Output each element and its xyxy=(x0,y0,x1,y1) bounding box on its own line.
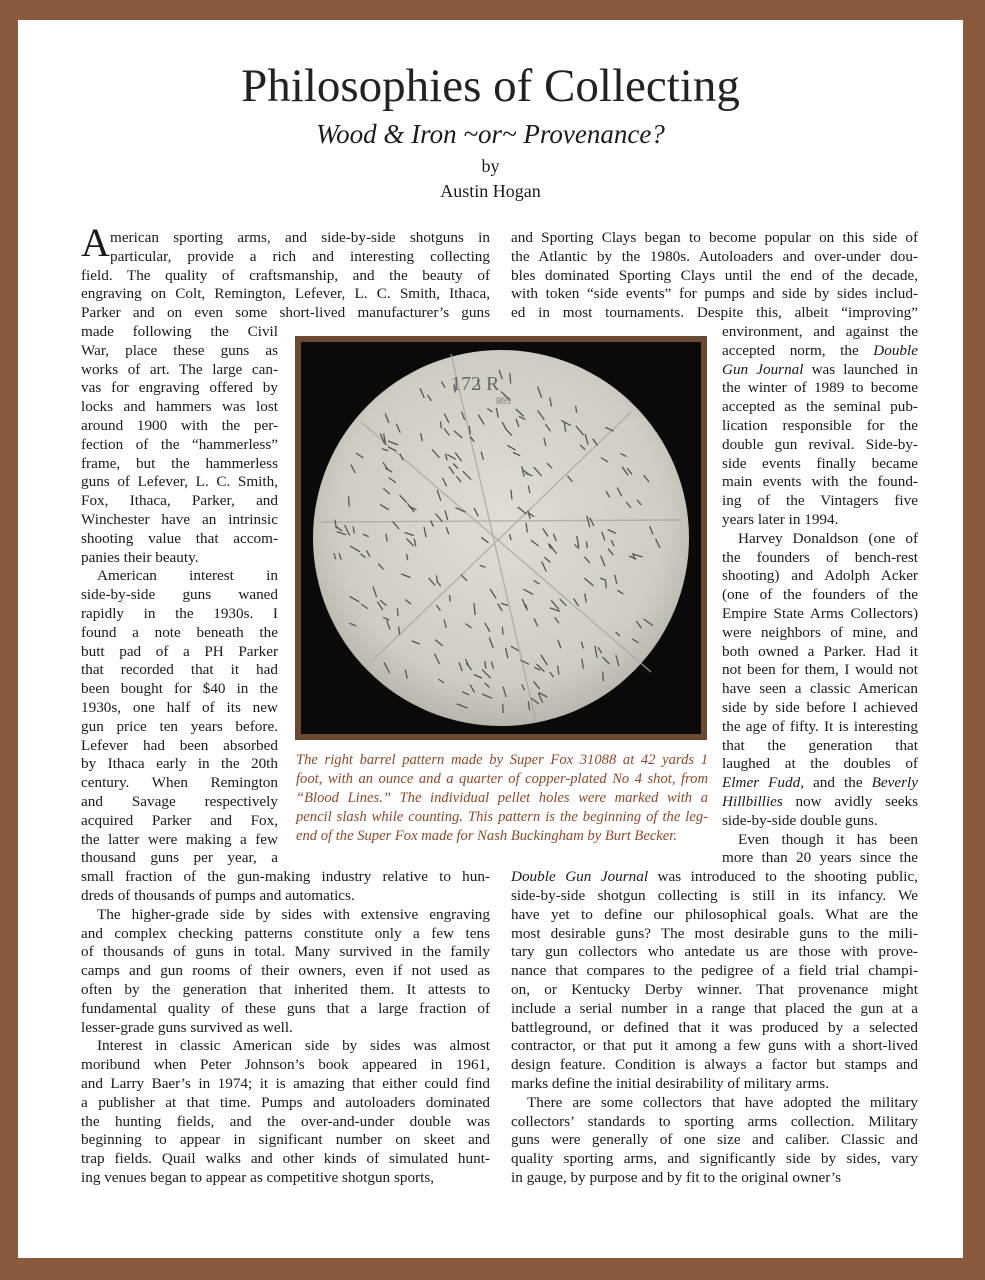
body-text-line: that recorded that it had xyxy=(81,661,278,679)
body-text-line: field. The quality of craftsmanship, and the beauty of xyxy=(81,266,490,284)
pattern-target-image xyxy=(301,342,701,734)
body-text-line: battleground, or defined that it was produced by a selected xyxy=(511,1018,918,1036)
pellet-mark xyxy=(606,581,607,589)
body-text-line: Empire State Arms Collectors) xyxy=(722,605,918,622)
body-text-line: and Sporting Clays began to become popular on this side of xyxy=(511,229,918,246)
body-text-line: more than 20 years since the xyxy=(722,849,918,867)
body-text-line: of thousands of guns in total. Many survived in the family xyxy=(81,943,490,961)
body-text-line: around 1900 with the per- xyxy=(81,417,278,434)
body-text-line: accepted as the seminal pub- xyxy=(722,398,918,416)
body-text-line: been bought for $40 in the xyxy=(81,680,278,698)
body-text-line: Hillbillies now avidly seeks xyxy=(722,793,918,810)
body-text-line: lication responsible for the xyxy=(722,417,918,434)
body-text-line: vas for engraving offered by xyxy=(81,379,278,397)
byline-by: by xyxy=(481,156,500,176)
body-text-line: works of art. The large can- xyxy=(81,360,278,378)
body-text-line: War, place these guns as xyxy=(81,341,278,359)
body-text-line: ed in most tournaments. Despite this, albeit “improving” xyxy=(511,304,918,322)
body-text-line: beginning to appear in significant number on skeet and xyxy=(81,1131,490,1149)
body-text-line: fundamental quality of these guns that a large fraction of xyxy=(81,999,490,1017)
body-text-line: engraving on Colt, Remington, Lefever, L. C. Smith, Ithaca, xyxy=(81,285,490,303)
pellet-mark xyxy=(587,541,588,548)
body-text-line: thousand guns per year, a xyxy=(81,849,278,867)
body-text-line: the Atlantic by the 1980s. Autoloaders and over-under dou- xyxy=(511,247,918,265)
body-text-line: double gun revival. Side-by- xyxy=(722,435,918,453)
body-text-line: Even though it has been xyxy=(738,830,918,848)
figure-caption-line: pencil slash while counting. This pattern is the beginning of the leg- xyxy=(296,809,708,825)
body-text-line: and Savage respectively xyxy=(81,793,278,810)
pellet-mark xyxy=(503,704,504,713)
body-text-line: Parker and on even some short-lived manufacturer’s guns xyxy=(81,304,490,322)
body-text-line: a publisher at that time. Pumps and autoloaders dominated xyxy=(81,1093,490,1111)
body-text-line: the age of fifty. It is interesting xyxy=(722,717,918,735)
body-text-line: not been for them, I would not xyxy=(722,661,918,679)
body-text-line: include a serial number in a range that placed the gun at a xyxy=(511,999,918,1017)
body-text-line: frame, but the hammerless xyxy=(81,454,278,472)
body-text-line: laughed at the doubles of xyxy=(722,755,918,773)
byline-author: Austin Hogan xyxy=(440,181,541,201)
body-text-line: collectors’ standards to sporting arms collection. Military xyxy=(511,1112,918,1130)
body-text-line: the winter of 1989 to become xyxy=(722,379,918,397)
body-text-line: ing of the Vintagers five xyxy=(722,492,918,510)
body-text-line: by Ithaca early in the 20th xyxy=(81,755,278,773)
pellet-mark xyxy=(603,671,604,681)
body-text-line: Fox, Ithaca, Parker, and xyxy=(81,492,278,510)
body-text-line: that the generation that xyxy=(722,736,918,754)
body-text-line: Winchester have an intrinsic xyxy=(81,511,278,528)
pellet-mark xyxy=(441,422,442,429)
article-subtitle: Wood & Iron ~or~ Provenance? xyxy=(316,119,665,149)
body-text-line: have seen a classic American xyxy=(722,680,918,698)
body-text-line: trap fields. Quail walks and other kinds of simulated hunt- xyxy=(81,1150,490,1168)
body-text-line: found a note beneath the xyxy=(81,623,278,641)
pellet-mark xyxy=(511,490,512,500)
body-text-line: often by the generation that inherited them. It attests to xyxy=(81,981,490,998)
body-text-line: in gauge, by purpose and by fit to the original owner’s xyxy=(511,1169,841,1186)
body-text-line: side by side before I achieved xyxy=(722,699,918,716)
body-text-line: shooting value that accom- xyxy=(81,529,278,547)
figure-caption-line: foot, with an ounce and a quarter of copper-plated No 4 shot, from xyxy=(296,771,708,787)
figure-caption-line: end of the Super Fox made for Nash Buckingham by Burt Becker. xyxy=(296,828,677,844)
pellet-mark xyxy=(502,627,503,635)
body-text-line: ing venues began to appear as competitive shotgun sports, xyxy=(81,1169,435,1186)
body-text-line: moribund when Peter Johnson’s book appeared in 1961, xyxy=(81,1056,490,1074)
body-text-line: contractor, or that put it among a few guns with a short-lived xyxy=(511,1037,918,1055)
body-text-line: and Larry Baer’s in 1974; it is amazing that either could find xyxy=(81,1075,490,1092)
body-text-line: Elmer Fudd, and the Beverly xyxy=(722,774,918,792)
article-title: Philosophies of Collecting xyxy=(241,60,740,112)
body-text-line: The higher-grade side by sides with extensive engraving xyxy=(97,905,490,923)
body-text-line: side-by-side guns waned xyxy=(81,586,278,604)
body-text-line: Double Gun Journal was introduced to the shooting public, xyxy=(511,868,918,886)
body-text-line: Harvey Donaldson (one of xyxy=(738,529,918,547)
body-text-line: accepted norm, the Double xyxy=(722,341,918,359)
drop-cap: A xyxy=(81,220,110,265)
photo-sublabel: 869 xyxy=(496,396,511,407)
body-text-line: camps and gun rooms of their owners, even if not used as xyxy=(81,962,490,980)
body-text-line: were neighbors of mine, and xyxy=(722,623,918,641)
body-text-line: guns were generally of one size and caliber. Classic and xyxy=(511,1131,918,1149)
body-text-line: both owned a Parker. Had it xyxy=(722,642,918,660)
body-text-line: dreds of thousands of pumps and automatics. xyxy=(81,887,355,904)
body-text-line: Lefever had been absorbed xyxy=(81,736,278,754)
body-text-line: marks define the initial desirability of military arms. xyxy=(511,1075,830,1092)
body-text-line: and complex checking patterns constitute only a few tens xyxy=(81,924,490,942)
body-text-line: particular, provide a rich and interesting collecting xyxy=(110,247,490,265)
body-text-line: rapidly in the 1930s. I xyxy=(81,605,278,622)
pellet-mark xyxy=(450,595,451,601)
body-text-line: years later in 1994. xyxy=(722,511,839,528)
magazine-page xyxy=(18,20,963,1258)
body-text-line: panies their beauty. xyxy=(81,548,199,566)
body-text-line: acquired Parker and Fox, xyxy=(81,811,278,829)
figure-frame xyxy=(295,336,707,740)
body-text-line: American interest in xyxy=(97,567,278,585)
body-text-line: lesser-grade guns survived as well. xyxy=(81,1018,293,1036)
body-text-line: century. When Remington xyxy=(81,774,278,792)
shot-pattern-photo xyxy=(301,342,701,734)
body-text-line: There are some collectors that have adopted the military xyxy=(527,1093,918,1111)
body-text-line: (one of the founders of the xyxy=(722,586,918,604)
body-text-line: most desirable guns? The most desirable guns to the mili- xyxy=(511,924,918,942)
pellet-mark xyxy=(397,608,398,616)
body-text-line: the latter were making a few xyxy=(81,830,278,848)
body-text-line: Interest in classic American side by sides was almost xyxy=(97,1037,490,1055)
body-text-line: butt pad of a PH Parker xyxy=(81,642,278,660)
figure-caption-line: The right barrel pattern made by Super Fox 31088 at 42 yards 1 xyxy=(296,752,708,768)
body-text-line: guns of Lefever, L. C. Smith, xyxy=(81,473,278,491)
body-text-line: shooting) and Adolph Acker xyxy=(722,567,918,585)
body-text-line: small fraction of the gun-making industry relative to hun- xyxy=(81,868,490,886)
body-text-line: have yet to define our philosophical goals. What are the xyxy=(511,905,918,923)
body-text-line: side-by-side shotgun collecting is still in its infancy. We xyxy=(511,887,918,904)
body-text-line: the founders of bench-rest xyxy=(722,548,918,566)
body-text-line: bles dominated Sporting Clays until the end of the decade, xyxy=(511,266,918,284)
body-text-line: tary gun collectors who antedate us are those with prove- xyxy=(511,943,918,961)
body-text-line: gun price ten years before. xyxy=(81,717,278,735)
body-text-line: merican sporting arms, and side-by-side shotguns in xyxy=(110,229,490,246)
body-text-line: main events with the found- xyxy=(722,473,918,491)
body-text-line: locks and hammers was lost xyxy=(81,398,278,416)
body-text-line: side-by-side double guns. xyxy=(722,811,878,829)
photo-label: 172 R xyxy=(451,373,500,395)
body-text-line: 1930s, one half of its new xyxy=(81,699,278,716)
figure-caption-line: “Blood Lines.” The individual pellet holes were marked with a xyxy=(296,790,708,806)
body-text-line: quality sporting arms, and significantly side by sides, vary xyxy=(511,1150,918,1168)
body-text-line: design feature. Condition is always a factor but stamps and xyxy=(511,1056,918,1074)
body-text-line: environment, and against the xyxy=(722,323,918,340)
body-text-line: on, or Kentucky Derby winner. That provenance might xyxy=(511,981,918,998)
body-text-line: the hunting fields, and the over-and-under double was xyxy=(81,1112,490,1130)
body-text-line: with token “side events” for pumps and side by sides includ- xyxy=(511,285,918,303)
body-text-line: made following the Civil xyxy=(81,323,278,340)
pellet-mark xyxy=(349,496,350,506)
body-text-line: side events finally became xyxy=(722,454,918,472)
body-text-line: Gun Journal was launched in xyxy=(722,360,918,378)
body-text-line: nance that compares to the pedigree of a field trial champi- xyxy=(511,962,918,980)
body-text-line: fection of the “hammerless” xyxy=(81,435,278,453)
